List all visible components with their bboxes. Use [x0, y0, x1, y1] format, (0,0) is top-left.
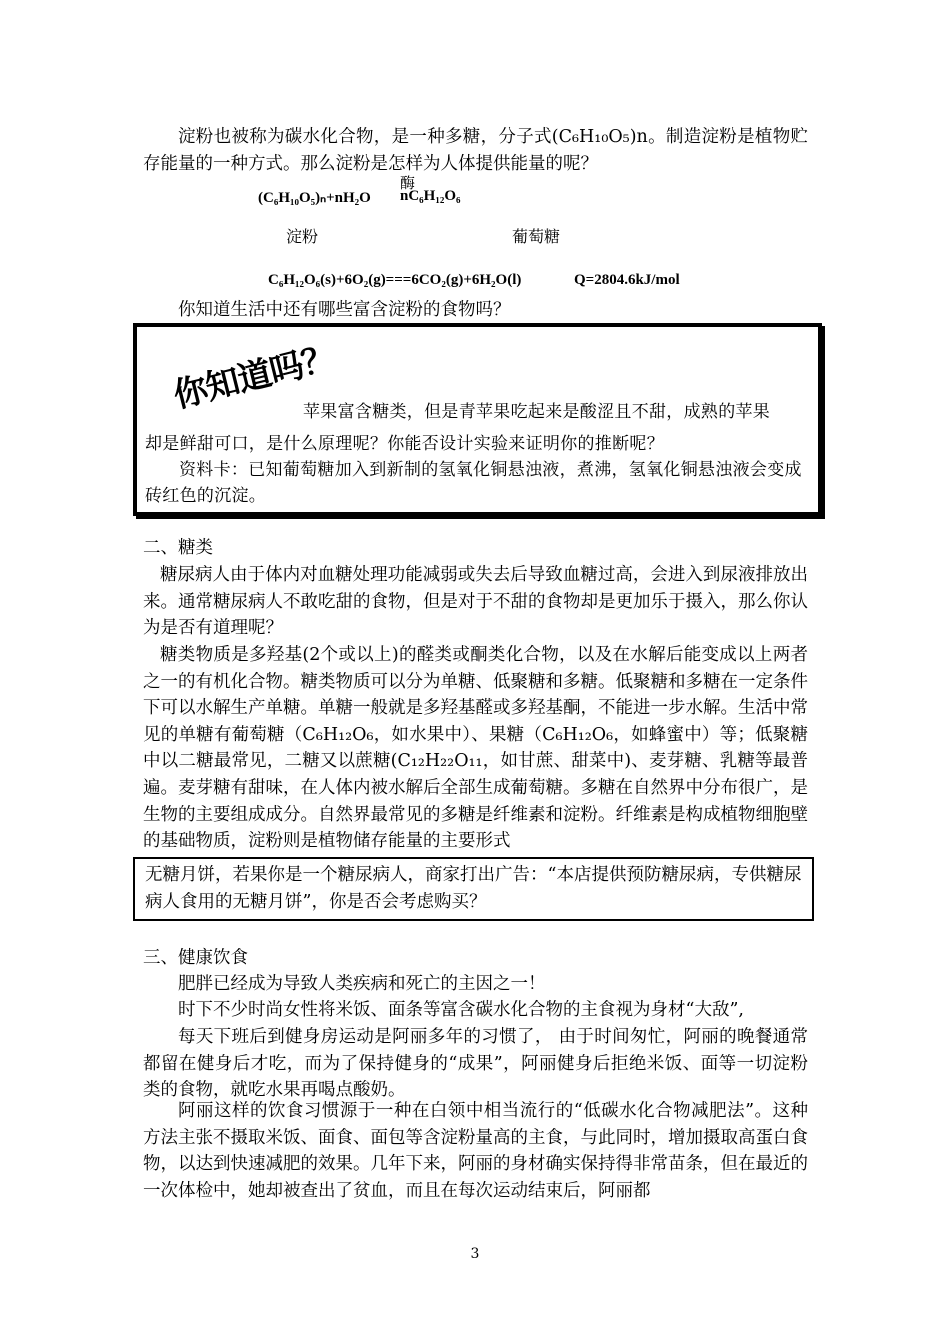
reaction1-right: nC₆H₁₂O₆	[400, 188, 461, 204]
section2-para2: 糖类物质是多羟基(2个或以上)的醛类或酮类化合物，以及在水解后能变成以上两者之一的有机化合物。糖类物质可以分为单糖、低聚糖和多糖。低聚糖和多糖在一定条件下可以水解生产单糖。单糖一般就是多羟基醛或多羟基酮，不能进一步水解。生活中常见的单糖有葡萄糖（C₆H₁₂O₆，如水果中）、果糖（C₆H₁₂O₆，如蜂蜜中）等；低聚糖中以二糖最常见，二糖又以蔗糖(C₁₂H₂₂O₁₁，如甘蔗、甜菜中)、麦芽糖、乳糖等最普遍。麦芽糖有甜味，在人体内被水解后全部生成葡萄糖。多糖在自然界中分布很广，是生物的主要组成成分。自然界最常见的多糖是纤维素和淀粉。纤维素是构成植物细胞壁的基础物质，淀粉则是植物储存能量的主要形式	[143, 645, 808, 852]
obesity-line: 肥胖已经成为导致人类疾病和死亡的主因之一！	[178, 974, 546, 994]
intro-paragraph: 淀粉也被称为碳水化合物，是一种多糖，分子式(C₆H₁₀O₅)n。制造淀粉是植物贮存能量的一种方式。那么淀粉是怎样为人体提供能量的呢？	[143, 127, 808, 174]
apple-question-line2: 却是鲜甜可口，是什么原理呢？你能否设计实验来证明你的推断呢？	[145, 434, 664, 454]
mooncake-question: 无糖月饼，若果你是一个糖尿病人，商家打出广告：“本店提供预防糖尿病，专供糖尿病人食用的无糖月饼”，你是否会考虑购买？	[145, 865, 802, 912]
catalyst-label: 酶	[400, 176, 416, 192]
section2-para1: 糖尿病人由于体内对血糖处理功能减弱或失去后导致血糖过高，会进入到尿液排放出来。通常糖尿病人不敢吃甜的食物，但是对于不甜的食物却是更加乐于摄入，那么你认为是否有道理呢？	[143, 565, 808, 639]
reaction1-left: (C₆H₁₀O₅)ₙ+nH₂O	[258, 190, 371, 206]
fashion-line: 时下不少时尚女性将米饭、面条等富含碳水化合物的主食视为身材“大敌”,	[178, 1000, 744, 1020]
question-starch-foods: 你知道生活中还有哪些富含淀粉的食物吗？	[178, 300, 511, 320]
did-you-know-banner: 你知道吗？	[169, 337, 340, 417]
reaction2-heat: Q=2804.6kJ/mol	[574, 272, 680, 288]
label-starch: 淀粉	[286, 227, 319, 246]
label-glucose: 葡萄糖	[512, 227, 561, 246]
section3-para1: 每天下班后到健身房运动是阿丽多年的习惯了， 由于时间匆忙，阿丽的晚餐通常都留在健身后才吃，而为了保持健身的“成果”，阿丽健身后拒绝米饭、面等一切淀粉类的食物，就吃水果再喝点酸奶。	[143, 1027, 808, 1101]
section3-para2: 阿丽这样的饮食习惯源于一种在白领中相当流行的“低碳水化合物减肥法”。这种方法主张不摄取米饭、面食、面包等含淀粉量高的主食，与此同时，增加摄取高蛋白食物，以达到快速减肥的效果。几年下来，阿丽的身材确实保持得非常苗条，但在最近的一次体检中，她却被查出了贫血，而且在每次运动结束后，阿丽都	[143, 1101, 808, 1201]
section2-heading: 二、糖类	[143, 538, 213, 558]
sugar-free-mooncake-box	[133, 857, 814, 921]
did-you-know-box	[133, 323, 822, 516]
section3-heading: 三、健康饮食	[143, 948, 248, 968]
apple-question-line1: 苹果富含糖类，但是青苹果吃起来是酸涩且不甜，成熟的苹果	[303, 402, 771, 422]
data-card-text: 资料卡：已知葡萄糖加入到新制的氢氧化铜悬浊液，煮沸，氢氧化铜悬浊液会变成砖红色的沉淀。	[145, 460, 802, 506]
reaction-arrow	[382, 199, 396, 200]
page-number: 3	[470, 1246, 480, 1262]
reaction2-equation: C₆H₁₂O₆(s)+6O₂(g)===6CO₂(g)+6H₂O(l)	[268, 272, 522, 288]
